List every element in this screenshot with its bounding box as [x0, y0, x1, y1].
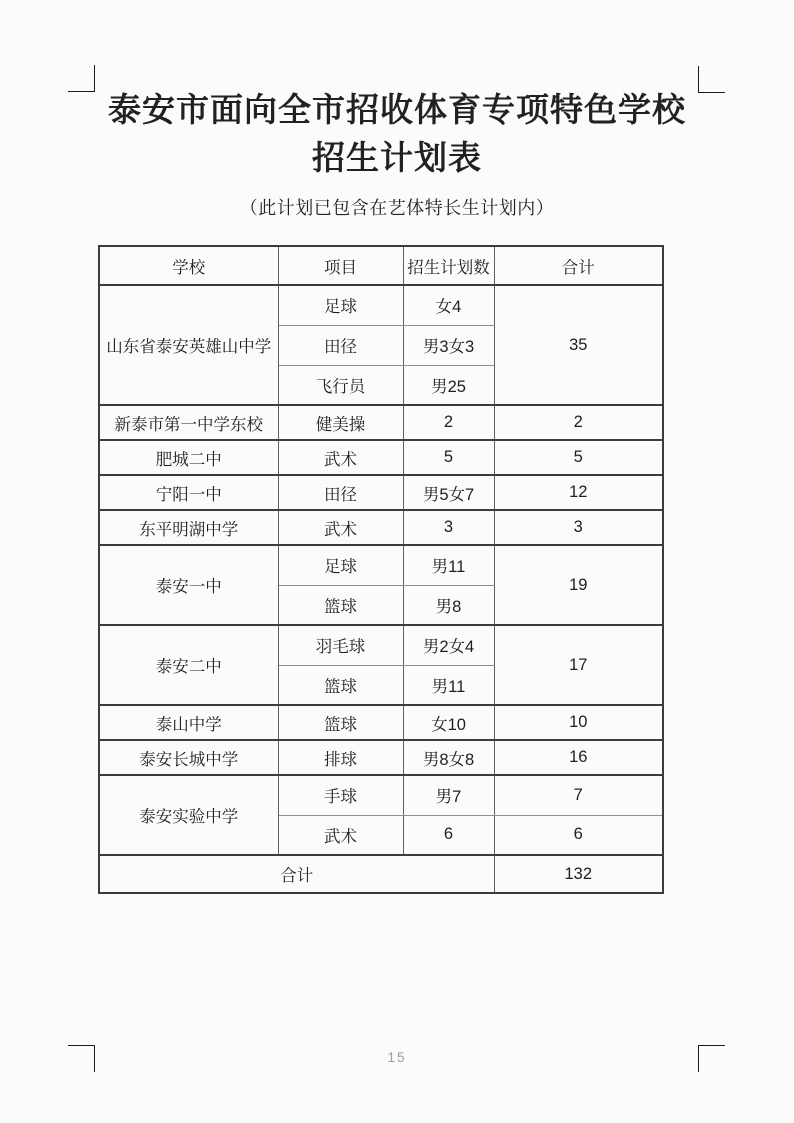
school-cell: 泰安二中: [99, 625, 278, 705]
table-row: [99, 285, 663, 325]
page-number: 15: [387, 1050, 407, 1065]
plan-cell: 女10: [403, 705, 494, 740]
plan-cell: 男8女8: [403, 740, 494, 775]
total-cell: 12: [494, 475, 663, 510]
plan-cell: 5: [403, 440, 494, 475]
table-row: [99, 545, 663, 585]
school-cell: 泰山中学: [99, 705, 278, 740]
table-footer-row: [99, 855, 663, 893]
table-row: [99, 405, 663, 440]
school-cell: 泰安一中: [99, 545, 278, 625]
table-row: [99, 705, 663, 740]
plan-cell: 男3女3: [403, 325, 494, 365]
enrollment-plan-table: [98, 245, 664, 894]
school-cell: 泰安实验中学: [99, 775, 278, 855]
plan-cell: 男5女7: [403, 475, 494, 510]
sport-cell: 手球: [278, 775, 403, 815]
plan-cell: 3: [403, 510, 494, 545]
plan-cell: 男7: [403, 775, 494, 815]
col-header-sport: 项目: [278, 246, 403, 285]
sport-cell: 武术: [278, 510, 403, 545]
table-row: [99, 740, 663, 775]
table-row: [99, 775, 663, 815]
plan-cell: 女4: [403, 285, 494, 325]
table-row: [99, 510, 663, 545]
footer-total-label: 合计: [99, 855, 494, 893]
school-cell: 泰安长城中学: [99, 740, 278, 775]
plan-cell: 男8: [403, 585, 494, 625]
page-title: [0, 86, 794, 182]
total-cell: 5: [494, 440, 663, 475]
school-cell: 山东省泰安英雄山中学: [99, 285, 278, 405]
sport-cell: 武术: [278, 440, 403, 475]
sport-cell: 足球: [278, 545, 403, 585]
plan-cell: 男11: [403, 665, 494, 705]
sport-cell: 足球: [278, 285, 403, 325]
total-cell: 16: [494, 740, 663, 775]
footer-total-value: 132: [494, 855, 663, 893]
school-cell: 宁阳一中: [99, 475, 278, 510]
total-cell: 6: [494, 815, 663, 855]
total-cell: 10: [494, 705, 663, 740]
total-cell: 2: [494, 405, 663, 440]
sport-cell: 篮球: [278, 585, 403, 625]
total-cell: 7: [494, 775, 663, 815]
sport-cell: 田径: [278, 475, 403, 510]
table-row: [99, 625, 663, 665]
table-row: [99, 440, 663, 475]
plan-cell: 2: [403, 405, 494, 440]
sport-cell: 篮球: [278, 705, 403, 740]
school-cell: 肥城二中: [99, 440, 278, 475]
plan-cell: 男25: [403, 365, 494, 405]
table-row: [99, 475, 663, 510]
sport-cell: 飞行员: [278, 365, 403, 405]
total-cell: 35: [494, 285, 663, 405]
sport-cell: 羽毛球: [278, 625, 403, 665]
page-title-line2: 招生计划表: [312, 139, 482, 176]
total-cell: 3: [494, 510, 663, 545]
school-cell: 东平明湖中学: [99, 510, 278, 545]
plan-cell: 男2女4: [403, 625, 494, 665]
page-subtitle: （此计划已包含在艺体特长生计划内）: [239, 198, 555, 218]
total-cell: 19: [494, 545, 663, 625]
table-header-row: [99, 246, 663, 285]
col-header-total: 合计: [494, 246, 663, 285]
plan-cell: 男11: [403, 545, 494, 585]
col-header-plan: 招生计划数: [403, 246, 494, 285]
col-header-school: 学校: [99, 246, 278, 285]
plan-cell: 6: [403, 815, 494, 855]
sport-cell: 田径: [278, 325, 403, 365]
sport-cell: 排球: [278, 740, 403, 775]
total-cell: 17: [494, 625, 663, 705]
sport-cell: 篮球: [278, 665, 403, 705]
sport-cell: 健美操: [278, 405, 403, 440]
sport-cell: 武术: [278, 815, 403, 855]
page-title-line1: 泰安市面向全市招收体育专项特色学校: [108, 91, 686, 128]
school-cell: 新泰市第一中学东校: [99, 405, 278, 440]
